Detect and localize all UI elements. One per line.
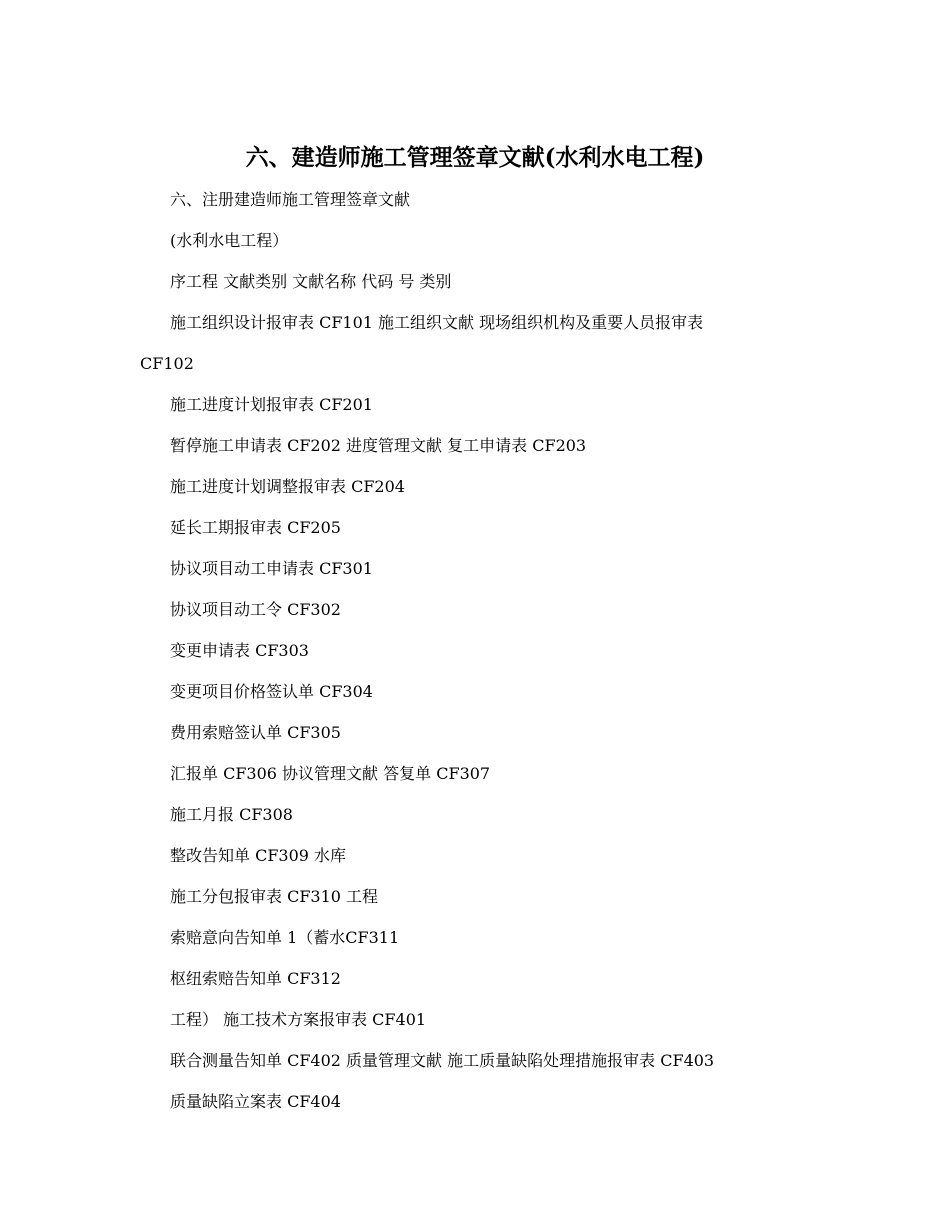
text-line: 质量缺陷立案表 CF404 xyxy=(170,1092,341,1111)
text-line: 枢纽索赔告知单 CF312 xyxy=(170,969,341,988)
text-line: 延长工期报审表 CF205 xyxy=(170,518,341,537)
text-line: 变更项目价格签认单 CF304 xyxy=(170,682,373,701)
text-line: CF102 xyxy=(140,354,194,373)
text-line: 整改告知单 CF309 水库 xyxy=(170,846,347,865)
text-line: 联合测量告知单 CF402 质量管理文献 施工质量缺陷处理措施报审表 CF403 xyxy=(170,1051,715,1070)
text-line: 工程） 施工技术方案报审表 CF401 xyxy=(170,1010,427,1029)
text-line: 协议项目动工申请表 CF301 xyxy=(170,559,373,578)
text-line: 协议项目动工令 CF302 xyxy=(170,600,341,619)
text-line: 费用索赔签认单 CF305 xyxy=(170,723,341,742)
text-line: (水利水电工程） xyxy=(170,231,289,250)
text-line: 变更申请表 CF303 xyxy=(170,641,309,660)
text-line: 施工分包报审表 CF310 工程 xyxy=(170,887,379,906)
text-line: 施工组织设计报审表 CF101 施工组织文献 现场组织机构及重要人员报审表 xyxy=(170,313,704,332)
text-line: 施工进度计划报审表 CF201 xyxy=(170,395,373,414)
text-line: 序工程 文献类别 文献名称 代码 号 类别 xyxy=(170,272,452,291)
document-title: 六、建造师施工管理签章文献(水利水电工程) xyxy=(245,144,705,171)
text-line: 六、注册建造师施工管理签章文献 xyxy=(170,190,411,209)
text-line: 暂停施工申请表 CF202 进度管理文献 复工申请表 CF203 xyxy=(170,436,587,455)
text-line: 索赔意向告知单 1（蓄水CF311 xyxy=(170,928,400,947)
text-line: 施工月报 CF308 xyxy=(170,805,293,824)
text-line: 施工进度计划调整报审表 CF204 xyxy=(170,477,405,496)
text-line: 汇报单 CF306 协议管理文献 答复单 CF307 xyxy=(170,764,491,783)
